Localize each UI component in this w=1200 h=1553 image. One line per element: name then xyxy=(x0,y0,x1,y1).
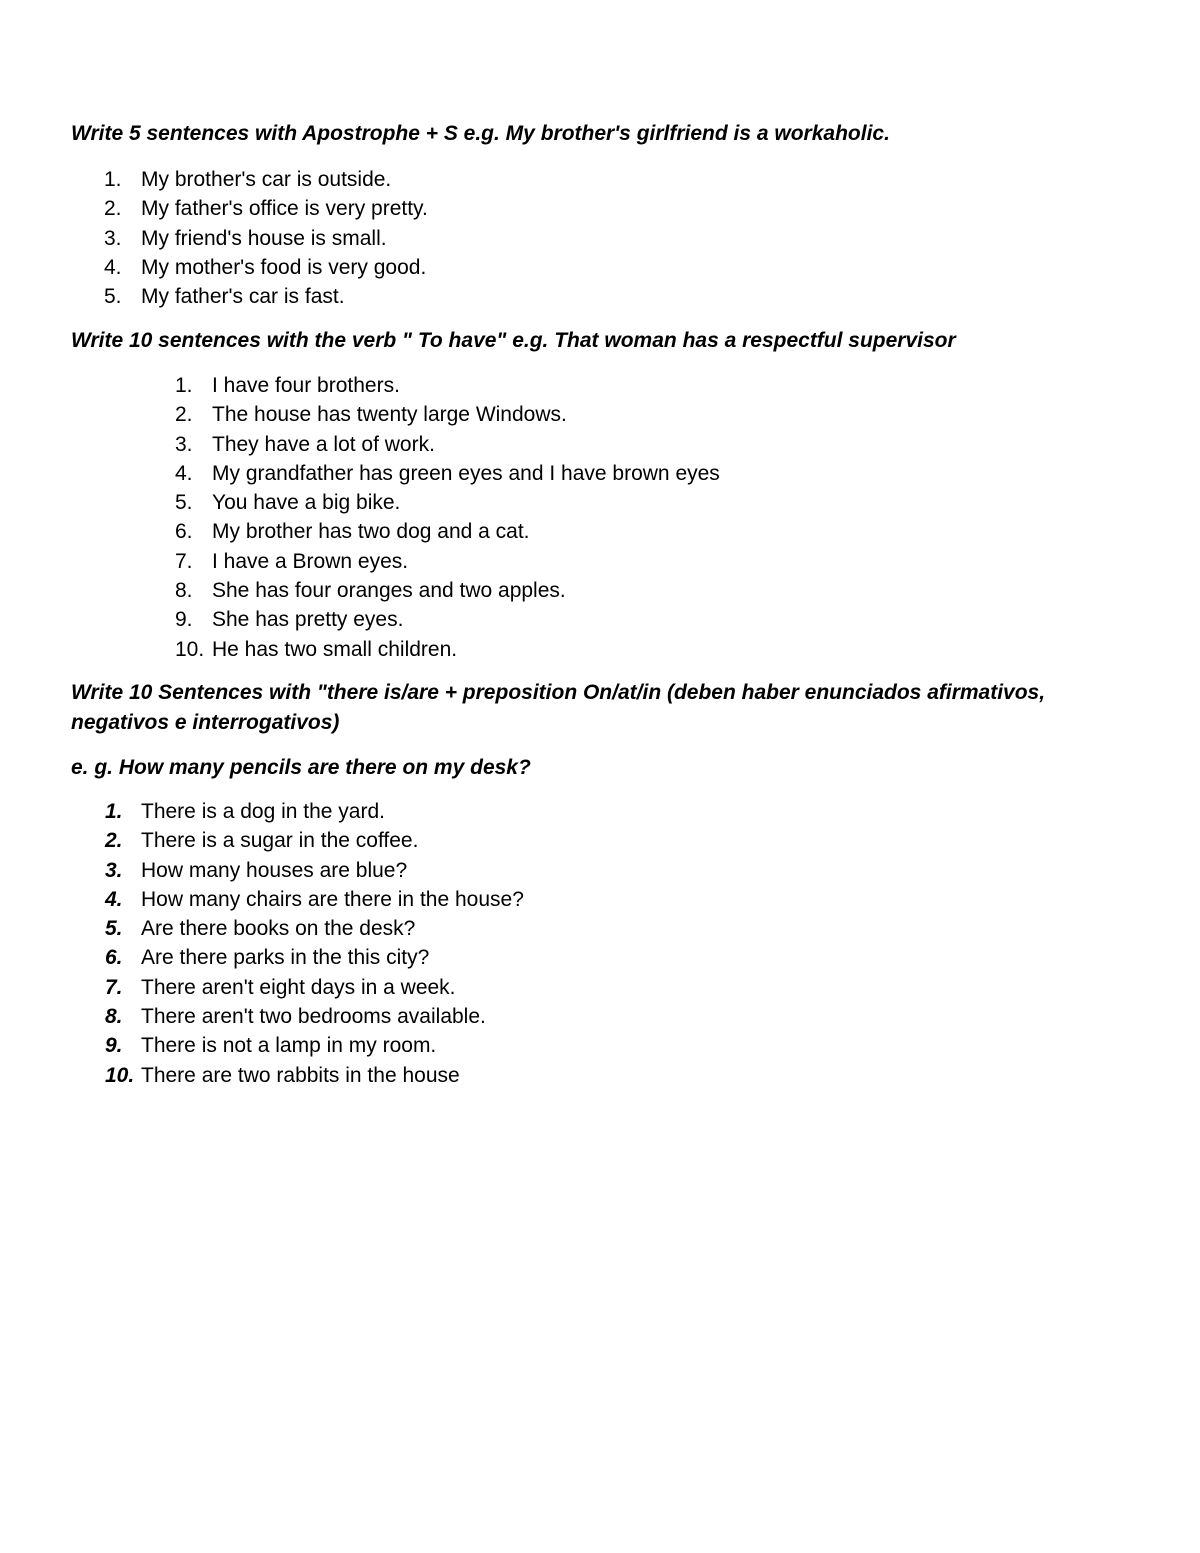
item-text: There is not a lamp in my room. xyxy=(141,1034,437,1058)
item-text: How many houses are blue? xyxy=(141,858,408,882)
item-number: 3. xyxy=(105,858,123,882)
item-text: She has pretty eyes. xyxy=(212,608,404,632)
item-text: My brother's car is outside. xyxy=(141,168,392,191)
item-text: You have a big bike. xyxy=(212,491,401,515)
item-text: There is a sugar in the coffee. xyxy=(141,829,419,853)
list-item xyxy=(0,253,1000,282)
list-item xyxy=(0,914,1000,943)
section-3-heading: Write 10 Sentences with "there is/are + preposition On/at/in (deben haber enunciados afirmativos, negativos e interrogativos) xyxy=(71,681,1046,734)
list-item xyxy=(0,856,1000,885)
item-text: Are there books on the desk? xyxy=(141,917,416,941)
item-text: Are there parks in the this city? xyxy=(141,946,430,970)
item-text: They have a lot of work. xyxy=(212,432,435,456)
item-text: How many chairs are there in the house? xyxy=(141,887,524,911)
item-text: My father's car is fast. xyxy=(141,285,345,309)
list-item xyxy=(0,1061,1000,1090)
list-item xyxy=(0,547,1000,576)
item-text: I have four brothers. xyxy=(212,374,400,397)
list-item xyxy=(0,282,1000,311)
item-text: My mother's food is very good. xyxy=(141,255,427,279)
item-text: My brother has two dog and a cat. xyxy=(212,520,530,544)
item-number: 9. xyxy=(105,1034,123,1058)
list-item xyxy=(0,488,1000,517)
item-number: 2. xyxy=(175,403,193,427)
item-text: She has four oranges and two apples. xyxy=(212,579,566,603)
list-item xyxy=(0,517,1000,546)
item-number: 4. xyxy=(175,461,193,485)
item-number: 7. xyxy=(175,549,193,573)
item-number: 2. xyxy=(105,829,123,853)
item-number: 8. xyxy=(175,579,193,603)
item-text: My grandfather has green eyes and I have brown eyes xyxy=(212,461,720,485)
item-number: 2. xyxy=(104,197,122,221)
item-text: My father's office is very pretty. xyxy=(141,197,428,221)
item-text: I have a Brown eyes. xyxy=(212,549,409,573)
list-item xyxy=(0,885,1000,914)
list-item xyxy=(0,826,1000,855)
list-item xyxy=(0,430,1000,459)
list-item xyxy=(0,400,1000,429)
item-number: 1. xyxy=(105,800,123,823)
section-2-heading: Write 10 sentences with the verb " To have" e.g. That woman has a respectful supervisor xyxy=(71,329,956,352)
list-item xyxy=(0,635,1000,664)
item-number: 3. xyxy=(175,432,193,456)
item-text: The house has twenty large Windows. xyxy=(212,403,567,427)
item-number: 1. xyxy=(175,374,193,397)
list-item xyxy=(0,459,1000,488)
list-item xyxy=(0,576,1000,605)
item-number: 7. xyxy=(105,975,123,999)
item-number: 5. xyxy=(105,917,123,941)
list-item xyxy=(0,943,1000,972)
list-item xyxy=(0,224,1000,253)
item-number: 4. xyxy=(104,255,122,279)
item-number: 3. xyxy=(104,226,122,250)
section-1-list xyxy=(0,165,1000,311)
list-item xyxy=(0,165,1000,194)
section-3-list xyxy=(0,797,1000,1090)
item-number: 10. xyxy=(175,637,205,661)
item-number: 9. xyxy=(175,608,193,632)
item-number: 5. xyxy=(175,491,193,515)
item-number: 6. xyxy=(175,520,193,544)
list-item xyxy=(0,973,1000,1002)
list-item xyxy=(0,194,1000,223)
section-1-heading: Write 5 sentences with Apostrophe + S e.g. My brother's girlfriend is a workaholic. xyxy=(71,122,890,145)
item-number: 4. xyxy=(105,887,123,911)
section-3-example: e. g. How many pencils are there on my desk? xyxy=(71,756,531,779)
item-number: 6. xyxy=(105,946,123,970)
item-text: There aren't two bedrooms available. xyxy=(141,1005,486,1029)
list-item xyxy=(0,371,1000,400)
item-number: 5. xyxy=(104,285,122,309)
item-text: There is a dog in the yard. xyxy=(141,800,385,823)
item-text: He has two small children. xyxy=(212,637,458,661)
list-item xyxy=(0,605,1000,634)
item-text: There aren't eight days in a week. xyxy=(141,975,456,999)
item-number: 10. xyxy=(105,1063,135,1087)
list-item xyxy=(0,1002,1000,1031)
list-item xyxy=(0,797,1000,826)
item-number: 8. xyxy=(105,1005,123,1029)
item-text: My friend's house is small. xyxy=(141,226,387,250)
list-item xyxy=(0,1031,1000,1060)
item-text: There are two rabbits in the house xyxy=(141,1063,460,1087)
section-2-list xyxy=(0,371,1000,664)
item-number: 1. xyxy=(104,168,122,191)
